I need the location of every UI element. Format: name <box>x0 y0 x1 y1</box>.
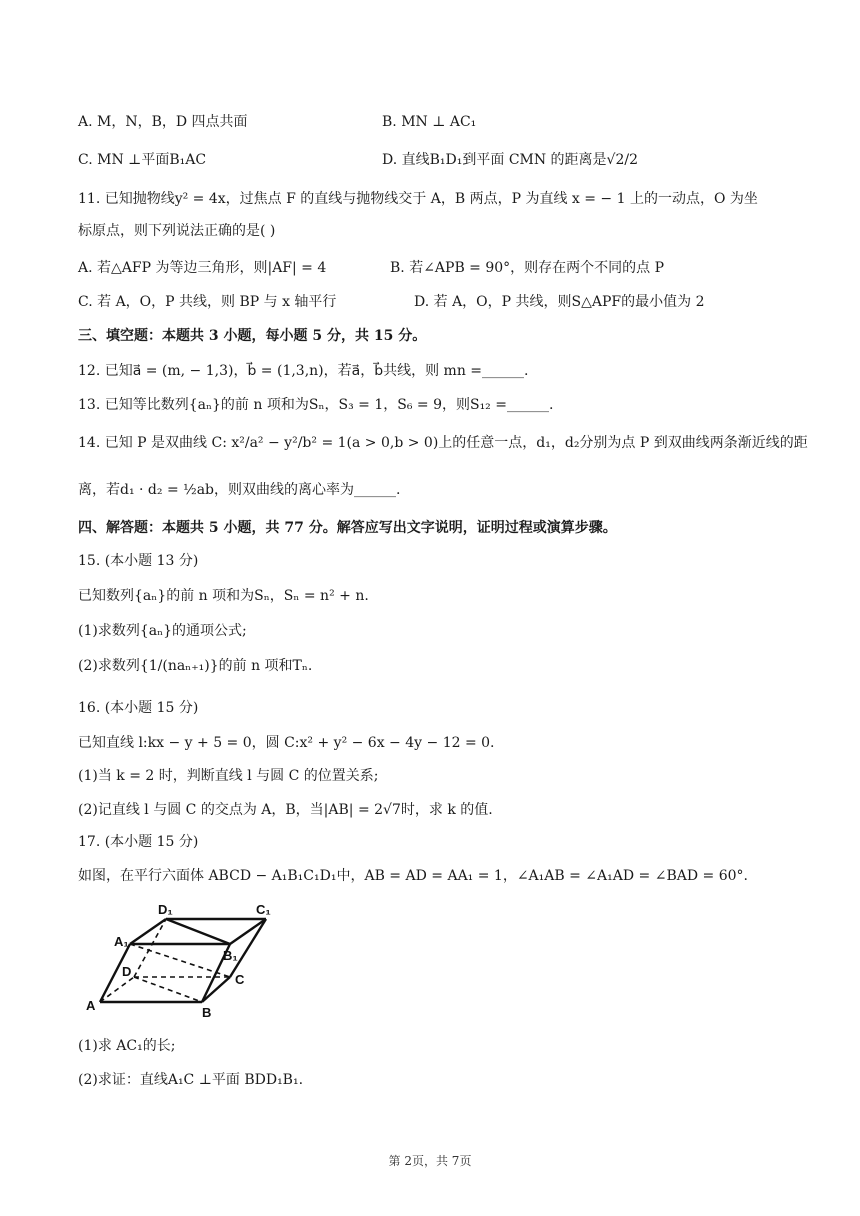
q15-part1: (1)求数列{aₙ}的通项公式; <box>78 623 247 639</box>
q16-stem: 已知直线 l:kx − y + 5 = 0，圆 C:x² + y² − 6x − 4y − 12 = 0. <box>78 735 495 751</box>
edge-d-d1 <box>134 919 166 977</box>
q12-text: 12. 已知a⃗ = (m, − 1,3)，b⃗ = (1,3,n)，若a⃗，b⃗共线，则 mn =______. <box>78 363 529 379</box>
q11-option-b: B. 若∠APB = 90°，则存在两个不同的点 P <box>390 260 665 276</box>
q14-line1: 14. 已知 P 是双曲线 C: x²/a² − y²/b² = 1(a > 0,b > 0)上的任意一点，d₁，d₂分别为点 P 到双曲线两条渐近线的距 <box>78 435 808 451</box>
label-B1: B₁ <box>223 948 238 963</box>
section3-title: 三、填空题：本题共 3 小题，每小题 5 分，共 15 分。 <box>78 328 427 344</box>
label-D1: D₁ <box>158 902 173 917</box>
label-A1: A₁ <box>114 934 129 949</box>
q15-header: 15. (本小题 13 分) <box>78 553 199 569</box>
label-C: C <box>235 972 245 987</box>
q11-option-d: D. 若 A，O，P 共线，则S△APF的最小值为 2 <box>414 294 705 310</box>
q10-option-b: B. MN ⊥ AC₁ <box>382 114 477 130</box>
edge-b-c <box>202 977 230 1002</box>
q13-text: 13. 已知等比数列{aₙ}的前 n 项和为Sₙ，S₃ = 1，S₆ = 9，则S₁₂ =______. <box>78 397 554 413</box>
q16-part2: (2)记直线 l 与圆 C 的交点为 A，B，当|AB| = 2√7时，求 k 的值. <box>78 802 493 818</box>
edge-a-d <box>100 977 134 1002</box>
q10-option-a: A. M，N，B，D 四点共面 <box>78 114 248 130</box>
edge-a1-d1 <box>130 919 166 944</box>
q16-header: 16. (本小题 15 分) <box>78 700 199 716</box>
q10-option-c: C. MN ⊥平面B₁AC <box>78 152 207 168</box>
q17-part2: (2)求证：直线A₁C ⊥平面 BDD₁B₁. <box>78 1072 304 1088</box>
q11-stem-line1: 11. 已知抛物线y² = 4x，过焦点 F 的直线与抛物线交于 A，B 两点，P 为直线 x = − 1 上的一动点，O 为坐 <box>78 191 758 207</box>
edge-b1-c1 <box>230 919 266 944</box>
q17-part1: (1)求 AC₁的长; <box>78 1038 176 1054</box>
parallelepiped-figure <box>80 900 280 1020</box>
q11-option-c: C. 若 A，O，P 共线，则 BP 与 x 轴平行 <box>78 294 337 310</box>
edge-a1-c <box>130 944 230 977</box>
page-footer: 第 2页，共 7页 <box>388 1154 472 1168</box>
q17-stem: 如图，在平行六面体 ABCD − A₁B₁C₁D₁中，AB = AD = AA₁ = 1，∠A₁AB = ∠A₁AD = ∠BAD = 60°. <box>78 868 748 884</box>
q10-option-d: D. 直线B₁D₁到平面 CMN 的距离是√2/2 <box>382 152 639 168</box>
label-D: D <box>122 964 132 979</box>
q15-part2: (2)求数列{1/(naₙ₊₁)}的前 n 项和Tₙ. <box>78 658 313 674</box>
edge-d1-b1 <box>166 919 230 944</box>
q14-line2: 离，若d₁ · d₂ = ½ab，则双曲线的离心率为______. <box>78 482 401 498</box>
q15-stem: 已知数列{aₙ}的前 n 项和为Sₙ，Sₙ = n² + n. <box>78 588 369 604</box>
q11-stem-line2: 标原点，则下列说法正确的是( ) <box>78 223 276 239</box>
q11-option-a: A. 若△AFP 为等边三角形，则|AF| = 4 <box>78 260 327 276</box>
label-C1: C₁ <box>256 902 271 917</box>
section4-title: 四、解答题：本题共 5 小题，共 77 分。解答应写出文字说明，证明过程或演算步骤。 <box>78 520 617 536</box>
label-A: A <box>86 998 96 1013</box>
label-B: B <box>202 1005 212 1020</box>
q16-part1: (1)当 k = 2 时，判断直线 l 与圆 C 的位置关系; <box>78 768 379 784</box>
edge-d-b <box>134 977 202 1002</box>
q17-header: 17. (本小题 15 分) <box>78 834 199 850</box>
